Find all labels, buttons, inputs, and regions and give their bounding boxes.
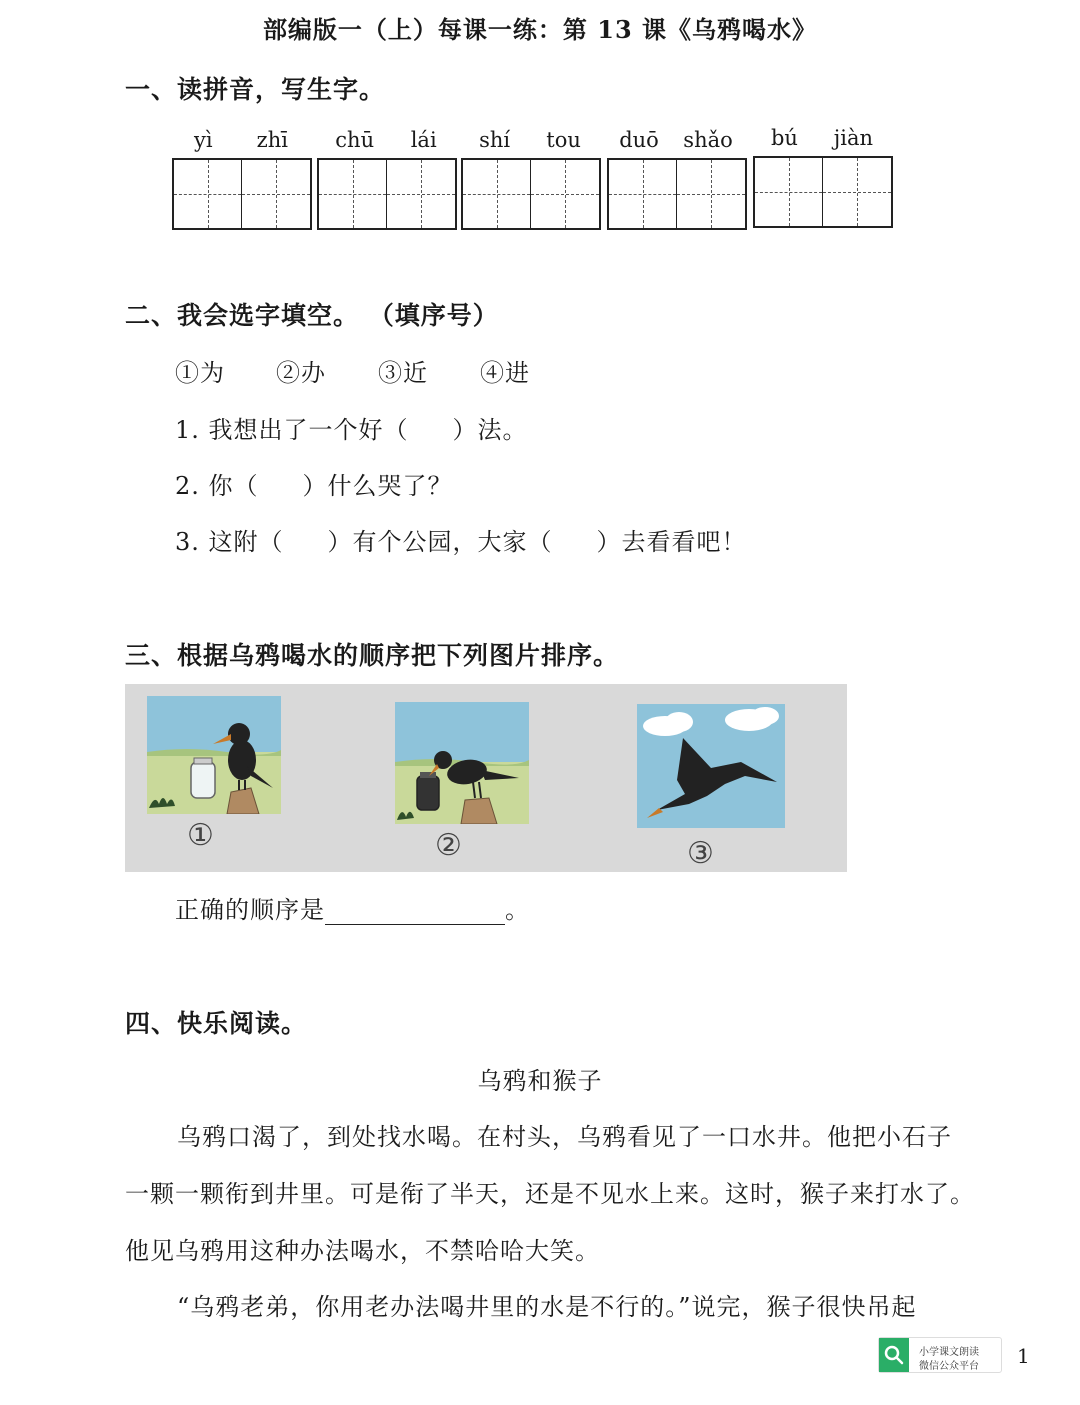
option-2: ②办: [276, 359, 326, 387]
pinyin-group-5: [753, 126, 891, 226]
pinyin-group-4: [607, 128, 745, 228]
option-4: ④进: [480, 359, 530, 387]
pinyin-syllable: lái: [410, 128, 437, 152]
pinyin-syllable: shí: [479, 128, 511, 152]
writing-grid[interactable]: [753, 156, 893, 228]
question-text: ）有个公园，大家（: [327, 528, 553, 556]
crow-drinking-from-bottle-picture: [395, 702, 529, 824]
story-title: 乌鸦和猴子: [477, 1067, 603, 1095]
writing-grid[interactable]: [607, 158, 747, 230]
picture-label: ②: [435, 828, 462, 863]
story-line-1: 乌鸦口渴了，到处找水喝。在村头，乌鸦看见了一口水井。他把小石子: [177, 1123, 952, 1151]
search-icon: [879, 1338, 909, 1372]
picture-strip: [125, 684, 847, 872]
question-text: 2. 你（: [175, 472, 259, 500]
question-3: [175, 522, 747, 557]
question-2: [175, 466, 453, 501]
pinyin-group-1: [172, 128, 310, 228]
story-line-3: 他见乌鸦用这种办法喝水，不禁哈哈大笑。: [125, 1237, 600, 1265]
page-title: 部编版一（上）每课一练：第 13 课《乌鸦喝水》: [262, 15, 818, 44]
pinyin-group-3: [461, 128, 599, 228]
question-text: ）法。: [452, 416, 528, 444]
section4-heading: 四、快乐阅读。: [125, 1009, 308, 1038]
section3-heading: 三、根据乌鸦喝水的顺序把下列图片排序。: [125, 641, 620, 670]
question-text: 3. 这附（: [175, 528, 284, 556]
pinyin-syllable: jiàn: [833, 126, 874, 150]
question-text: 1. 我想出了一个好（: [175, 416, 409, 444]
section2-heading: 二、我会选字填空。 （填序号）: [125, 301, 499, 330]
question-text: ）去看看吧！: [596, 528, 747, 556]
page-number: 1: [1017, 1344, 1030, 1368]
crow-flying-icon: [637, 704, 785, 828]
writing-grid[interactable]: [461, 158, 601, 230]
option-3: ③近: [378, 359, 428, 387]
answer-blank[interactable]: [325, 901, 505, 925]
story-line-2: 一颗一颗衔到井里。可是衔了半天，还是不见水上来。这时，猴子来打水了。: [125, 1180, 975, 1208]
pinyin-syllable: shǎo: [683, 128, 733, 152]
question-1: [175, 410, 528, 445]
wechat-logo: [878, 1337, 1002, 1373]
answer-prefix: 正确的顺序是: [175, 896, 325, 924]
picture-label: ①: [187, 818, 214, 853]
writing-grid[interactable]: [172, 158, 312, 230]
option-1: ①为: [175, 359, 225, 387]
crow-looking-at-bottle-picture: [147, 696, 281, 814]
logo-line-2: 微信公众平台: [919, 1361, 979, 1372]
crow-drinking-from-bottle-icon: [395, 702, 529, 824]
pinyin-syllable: chū: [335, 128, 375, 152]
pinyin-syllable: bú: [770, 126, 798, 150]
writing-grid[interactable]: [317, 158, 457, 230]
answer-line: [175, 890, 530, 925]
story-line-4: “乌鸦老弟，你用老办法喝井里的水是不行的。”说完，猴子很快吊起: [177, 1293, 917, 1321]
crow-flying-picture: [637, 704, 785, 828]
crow-looking-at-bottle-icon: [147, 696, 281, 814]
pinyin-syllable: duō: [619, 128, 659, 152]
pinyin-syllable: tou: [546, 128, 581, 152]
pinyin-syllable: zhī: [256, 128, 288, 152]
pinyin-group-2: [317, 128, 455, 228]
question-text: ）什么哭了？: [302, 472, 453, 500]
logo-line-1: 小学课文朗读: [919, 1347, 979, 1358]
picture-label: ③: [687, 836, 714, 871]
pinyin-syllable: yì: [194, 128, 213, 152]
answer-suffix: 。: [505, 896, 530, 924]
section1-heading: 一、读拼音，写生字。: [125, 75, 386, 104]
